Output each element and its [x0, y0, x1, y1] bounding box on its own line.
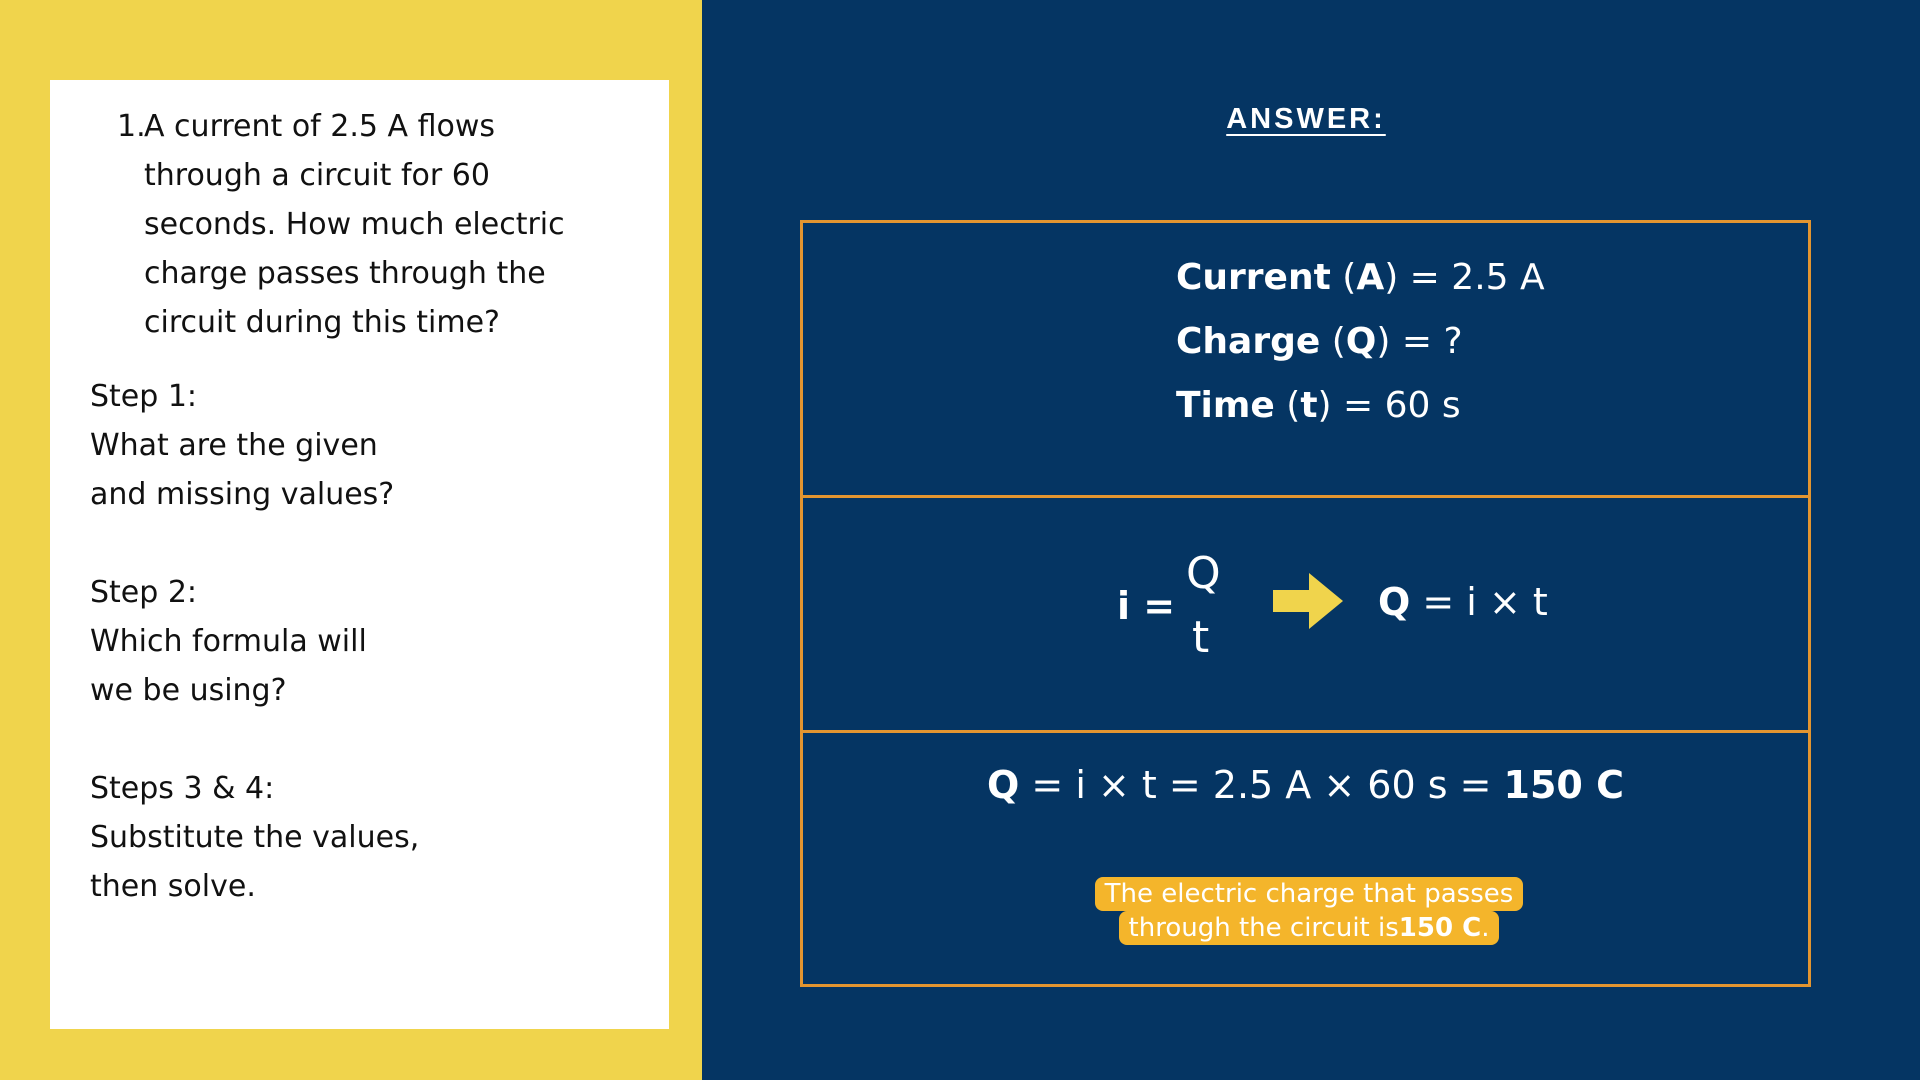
given-paren: ( [1320, 321, 1346, 362]
step-text-line: Substitute the values, [90, 820, 420, 855]
formula-rearranged-symbol: Q [1378, 580, 1411, 624]
given-charge [1176, 321, 1463, 362]
given-values-box [800, 220, 1811, 498]
question-number: 1. [117, 109, 146, 144]
question-item [117, 102, 587, 347]
given-paren: ) [1384, 257, 1399, 298]
formula-numerator: Q [1186, 548, 1221, 599]
solution-equation [803, 763, 1808, 807]
formula-rearranged [1378, 580, 1548, 624]
given-current [1176, 257, 1545, 298]
step-text-line: Which formula will [90, 624, 367, 659]
step-label: Steps 3 & 4: [90, 771, 275, 806]
answer-heading: ANSWER: [1226, 103, 1386, 135]
step-text-line: and missing values? [90, 477, 395, 512]
step-text-line: What are the given [90, 428, 378, 463]
step-1 [90, 372, 610, 519]
given-value: = 2.5 A [1398, 257, 1545, 298]
given-paren: ) [1317, 385, 1332, 426]
conclusion-badge [1088, 877, 1530, 945]
given-paren: ) [1376, 321, 1391, 362]
conclusion-text: through the circuit is [1128, 913, 1399, 943]
given-symbol: A [1356, 257, 1385, 298]
step-text-line: we be using? [90, 673, 287, 708]
conclusion-line-1: The electric charge that passes [1095, 877, 1524, 911]
step-text-line: then solve. [90, 869, 256, 904]
given-name: Current [1176, 257, 1331, 298]
step-2 [90, 568, 610, 715]
conclusion-line-2 [1119, 911, 1500, 945]
step-label: Step 1: [90, 379, 198, 414]
formula-denominator: t [1192, 612, 1210, 663]
given-name: Time [1176, 385, 1275, 426]
solution-expression: = i × t = 2.5 A × 60 s = [1019, 763, 1504, 807]
given-paren: ( [1274, 385, 1301, 426]
given-symbol: Q [1345, 321, 1377, 362]
given-name: Charge [1176, 321, 1321, 362]
solution-result: 150 C [1503, 763, 1624, 807]
formula-rearranged-rest: = i × t [1410, 580, 1548, 624]
conclusion-period: . [1481, 913, 1490, 943]
solution-symbol: Q [987, 763, 1020, 807]
solution-box [800, 730, 1811, 987]
given-value: = 60 s [1331, 385, 1461, 426]
given-symbol: t [1300, 385, 1318, 426]
arrow-right-icon [1273, 573, 1343, 629]
formula-lhs: i = [1117, 584, 1176, 628]
step-label: Step 2: [90, 575, 198, 610]
question-text: A current of 2.5 A flows through a circuit for 60 seconds. How much electric charge passes through the circuit during this time? [144, 109, 565, 340]
formula-box [800, 495, 1811, 733]
given-paren: ( [1330, 257, 1357, 298]
question-card [50, 80, 669, 1029]
steps-3-4 [90, 764, 610, 911]
conclusion-result: 150 C [1398, 913, 1482, 943]
given-value: = ? [1390, 321, 1463, 362]
given-time [1176, 385, 1461, 426]
